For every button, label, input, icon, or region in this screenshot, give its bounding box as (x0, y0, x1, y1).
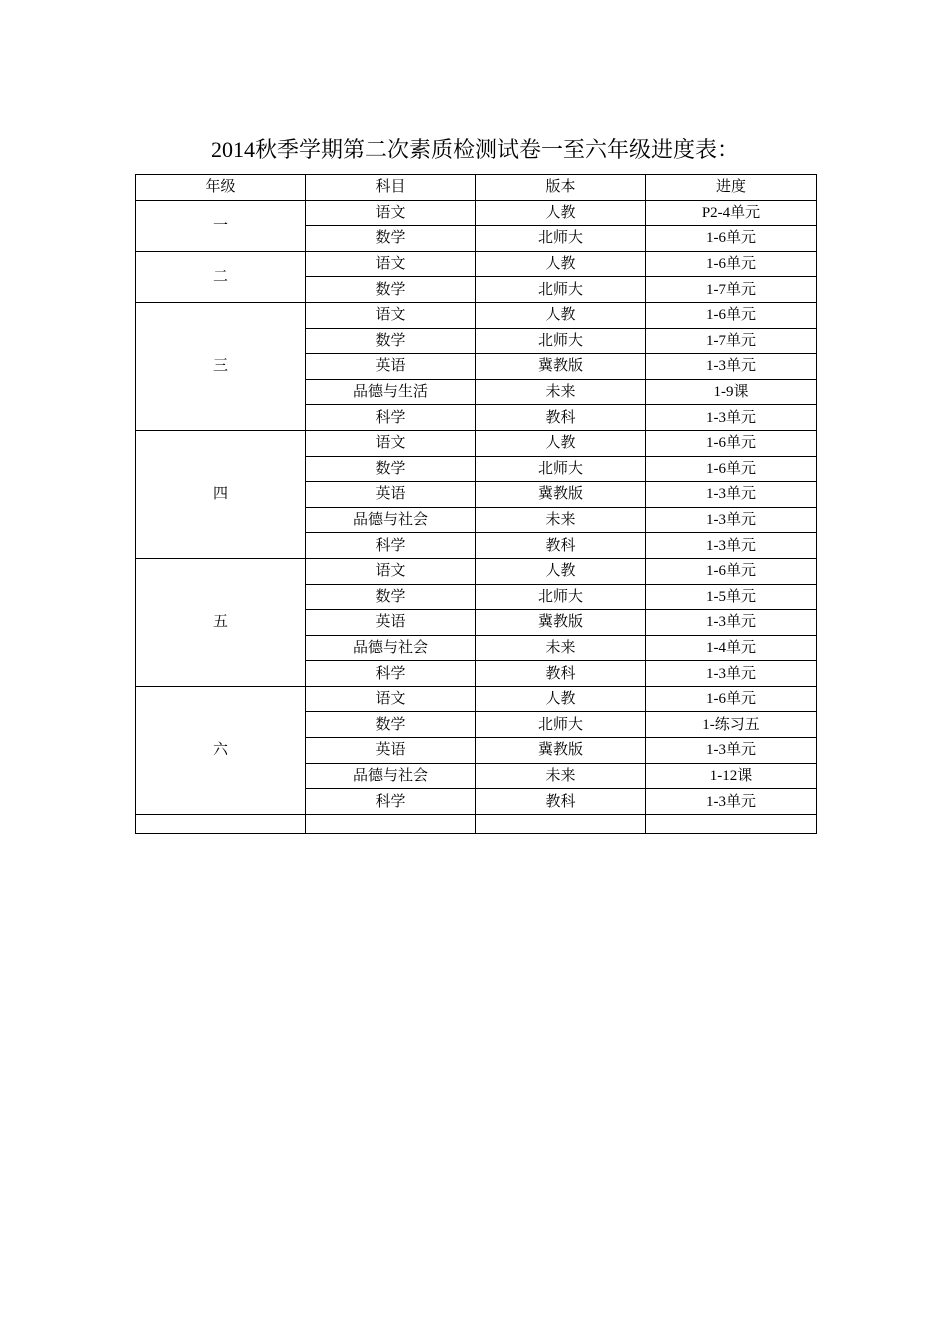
progress-cell: 1-6单元 (646, 251, 817, 277)
subject-cell: 语文 (306, 302, 476, 328)
progress-cell: 1-9课 (646, 379, 817, 405)
edition-cell: 教科 (476, 661, 646, 687)
subject-cell: 语文 (306, 251, 476, 277)
subject-cell: 品德与社会 (306, 763, 476, 789)
header-edition: 版本 (476, 175, 646, 201)
table-row (136, 302, 817, 328)
subject-cell: 数学 (306, 712, 476, 738)
table-row (136, 686, 817, 712)
edition-cell: 冀教版 (476, 738, 646, 764)
edition-cell: 北师大 (476, 226, 646, 252)
edition-cell: 人教 (476, 558, 646, 584)
progress-cell: 1-6单元 (646, 558, 817, 584)
grade-cell: 一 (136, 200, 306, 251)
edition-cell: 冀教版 (476, 610, 646, 636)
progress-cell: 1-6单元 (646, 686, 817, 712)
subject-cell: 品德与社会 (306, 635, 476, 661)
table-row (136, 430, 817, 456)
edition-cell: 冀教版 (476, 354, 646, 380)
blank-row (136, 814, 817, 833)
edition-cell: 人教 (476, 686, 646, 712)
progress-cell: 1-3单元 (646, 789, 817, 815)
subject-cell: 语文 (306, 430, 476, 456)
progress-cell: 1-3单元 (646, 482, 817, 508)
grade-cell: 二 (136, 251, 306, 302)
progress-cell: 1-5单元 (646, 584, 817, 610)
edition-cell: 未来 (476, 635, 646, 661)
blank-cell (136, 814, 306, 833)
subject-cell: 科学 (306, 661, 476, 687)
edition-cell: 教科 (476, 789, 646, 815)
edition-cell: 人教 (476, 302, 646, 328)
blank-cell (646, 814, 817, 833)
progress-cell: 1-6单元 (646, 456, 817, 482)
progress-cell: 1-7单元 (646, 328, 817, 354)
progress-cell: 1-3单元 (646, 405, 817, 431)
grade-cell: 六 (136, 686, 306, 814)
edition-cell: 教科 (476, 533, 646, 559)
subject-cell: 数学 (306, 584, 476, 610)
subject-cell: 英语 (306, 354, 476, 380)
progress-table (135, 174, 817, 834)
progress-cell: 1-6单元 (646, 302, 817, 328)
progress-cell: 1-3单元 (646, 738, 817, 764)
table-row (136, 200, 817, 226)
edition-cell: 北师大 (476, 712, 646, 738)
progress-cell: 1-7单元 (646, 277, 817, 303)
progress-cell: 1-3单元 (646, 507, 817, 533)
subject-cell: 数学 (306, 277, 476, 303)
edition-cell: 未来 (476, 379, 646, 405)
edition-cell: 人教 (476, 430, 646, 456)
edition-cell: 未来 (476, 507, 646, 533)
progress-cell: 1-练习五 (646, 712, 817, 738)
progress-cell: 1-12课 (646, 763, 817, 789)
grade-cell: 四 (136, 430, 306, 558)
subject-cell: 英语 (306, 738, 476, 764)
edition-cell: 北师大 (476, 584, 646, 610)
progress-cell: 1-6单元 (646, 226, 817, 252)
subject-cell: 语文 (306, 558, 476, 584)
blank-cell (306, 814, 476, 833)
progress-cell: 1-4单元 (646, 635, 817, 661)
subject-cell: 英语 (306, 610, 476, 636)
table-row (136, 251, 817, 277)
edition-cell: 人教 (476, 200, 646, 226)
table-row (136, 558, 817, 584)
subject-cell: 语文 (306, 200, 476, 226)
grade-cell: 三 (136, 302, 306, 430)
edition-cell: 教科 (476, 405, 646, 431)
header-grade: 年级 (136, 175, 306, 201)
progress-cell: 1-6单元 (646, 430, 817, 456)
subject-cell: 科学 (306, 533, 476, 559)
edition-cell: 冀教版 (476, 482, 646, 508)
subject-cell: 数学 (306, 456, 476, 482)
progress-cell: 1-3单元 (646, 661, 817, 687)
subject-cell: 数学 (306, 226, 476, 252)
subject-cell: 科学 (306, 789, 476, 815)
subject-cell: 语文 (306, 686, 476, 712)
edition-cell: 人教 (476, 251, 646, 277)
subject-cell: 科学 (306, 405, 476, 431)
header-progress: 进度 (646, 175, 817, 201)
progress-cell: 1-3单元 (646, 354, 817, 380)
subject-cell: 数学 (306, 328, 476, 354)
subject-cell: 英语 (306, 482, 476, 508)
grade-cell: 五 (136, 558, 306, 686)
subject-cell: 品德与生活 (306, 379, 476, 405)
edition-cell: 北师大 (476, 456, 646, 482)
subject-cell: 品德与社会 (306, 507, 476, 533)
edition-cell: 北师大 (476, 277, 646, 303)
table-header-row (136, 175, 817, 201)
edition-cell: 北师大 (476, 328, 646, 354)
progress-cell: P2-4单元 (646, 200, 817, 226)
table-body (136, 200, 817, 833)
header-subject: 科目 (306, 175, 476, 201)
edition-cell: 未来 (476, 763, 646, 789)
blank-cell (476, 814, 646, 833)
progress-cell: 1-3单元 (646, 533, 817, 559)
page-title: 2014秋季学期第二次素质检测试卷一至六年级进度表： (210, 137, 739, 162)
progress-cell: 1-3单元 (646, 610, 817, 636)
